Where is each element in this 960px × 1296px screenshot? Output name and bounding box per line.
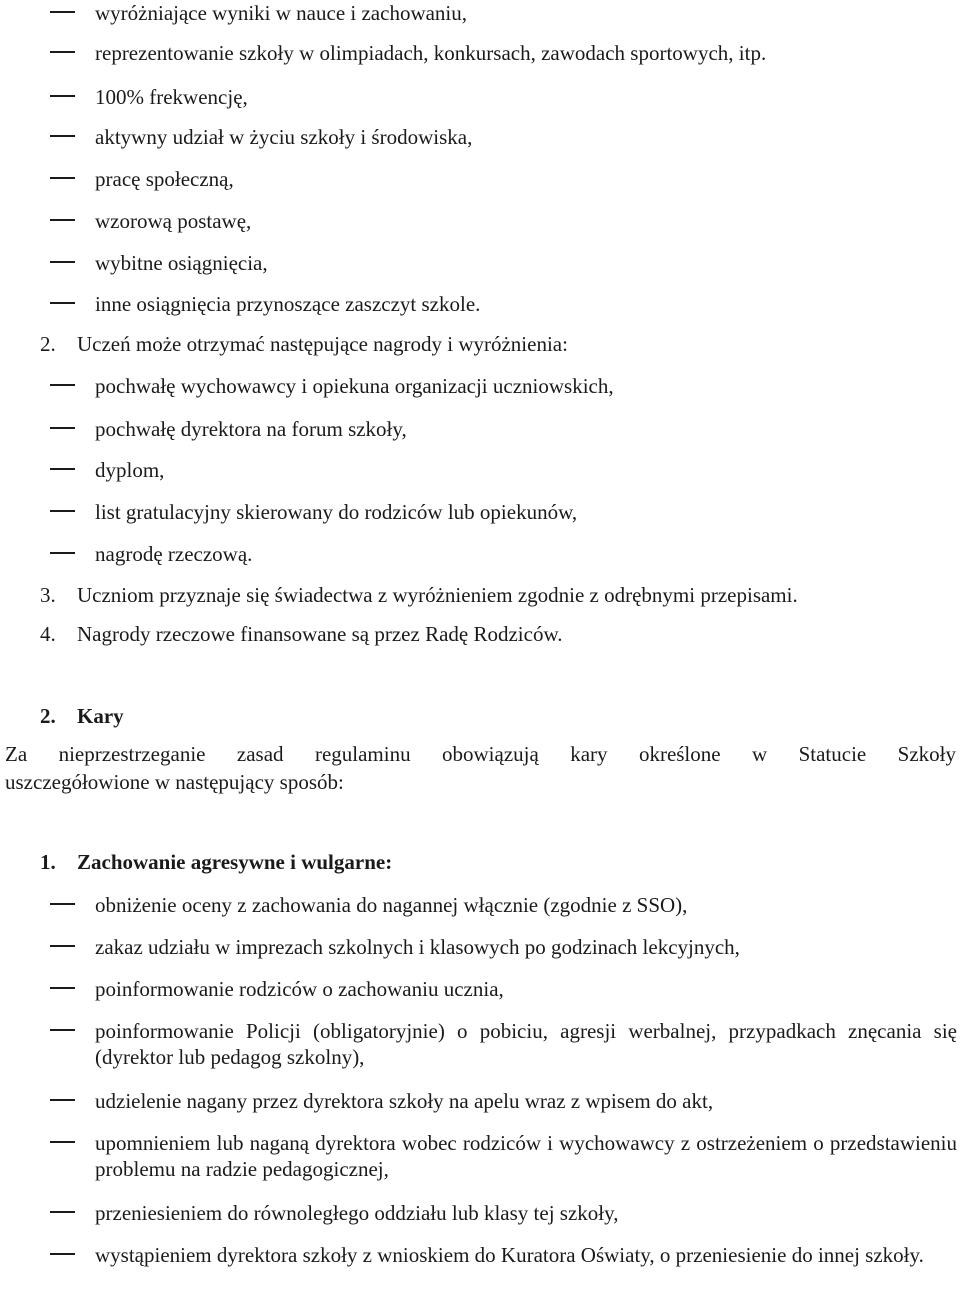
list-item: wybitne osiągnięcia, [95, 251, 268, 275]
dash-marker [50, 552, 75, 554]
list-item: wystąpieniem dyrektora szkoły z wnioskiem do Kuratora Oświaty, o przeniesienie do innej szkoły. [95, 1243, 924, 1267]
list-item: pracę społeczną, [95, 167, 234, 191]
intro-line-2: uszczegółowione w następujący sposób: [5, 770, 344, 794]
dash-marker [50, 261, 75, 263]
list-item: aktywny udział w życiu szkoły i środowiska, [95, 125, 473, 149]
list-item: obniżenie oceny z zachowania do nagannej włącznie (zgodnie z SSO), [95, 893, 688, 917]
list-item: wyróżniające wyniki w nauce i zachowaniu, [95, 1, 468, 25]
subsection-title: Zachowanie agresywne i wulgarne: [77, 850, 393, 874]
dash-marker [50, 135, 75, 137]
list-item: przeniesieniem do równoległego oddziału lub klasy tej szkoły, [95, 1201, 619, 1225]
dash-marker [50, 1141, 75, 1143]
list-item: wzorową postawę, [95, 209, 252, 233]
dash-marker [50, 945, 75, 947]
dash-marker [50, 95, 75, 97]
dash-marker [50, 1029, 75, 1031]
list-item: 100% frekwencję, [95, 85, 248, 109]
list-item: poinformowanie rodziców o zachowaniu ucznia, [95, 977, 504, 1001]
list-item: poinformowanie Policji (obligatoryjnie) o pobiciu, agresji werbalnej, przypadkach znęcania się (dyrektor lub pedagog szkolny), [95, 1019, 957, 1069]
list-item: pochwałę dyrektora na forum szkoły, [95, 417, 407, 441]
dash-marker [50, 987, 75, 989]
point-text: Uczniom przyznaje się świadectwa z wyróżnieniem zgodnie z odrębnymi przepisami. [77, 583, 798, 607]
dash-marker [50, 177, 75, 179]
point-text: Nagrody rzeczowe finansowane są przez Radę Rodziców. [77, 622, 563, 646]
dash-marker [50, 510, 75, 512]
point-number: 3. [40, 583, 56, 607]
section-number: 2. [40, 704, 56, 728]
list-item: list gratulacyjny skierowany do rodziców lub opiekunów, [95, 500, 578, 524]
subsection-number: 1. [40, 850, 56, 874]
dash-marker [50, 468, 75, 470]
dash-marker [50, 1211, 75, 1213]
section-title: Kary [77, 704, 124, 728]
list-item: udzielenie nagany przez dyrektora szkoły na apelu wraz z wpisem do akt, [95, 1089, 714, 1113]
dash-marker [50, 1253, 75, 1255]
dash-marker [50, 1099, 75, 1101]
dash-marker [50, 384, 75, 386]
dash-marker [50, 427, 75, 429]
intro-line-1: Za nieprzestrzeganie zasad regulaminu obowiązują kary określone w Statucie Szkoły [5, 742, 956, 766]
list-item: upomnieniem lub naganą dyrektora wobec rodziców i wychowawcy z ostrzeżeniem o przedstawieniu problemu na radzie pedagogicznej, [95, 1131, 957, 1181]
list-item: dyplom, [95, 458, 165, 482]
list-item: nagrodę rzeczową. [95, 542, 253, 566]
list-item: pochwałę wychowawcy i opiekuna organizacji uczniowskich, [95, 374, 614, 398]
dash-marker [50, 903, 75, 905]
dash-marker [50, 11, 75, 13]
list-item: inne osiągnięcia przynoszące zaszczyt szkole. [95, 292, 481, 316]
point-number: 4. [40, 622, 56, 646]
dash-marker [50, 219, 75, 221]
list-item: zakaz udziału w imprezach szkolnych i klasowych po godzinach lekcyjnych, [95, 935, 740, 959]
dash-marker [50, 302, 75, 304]
point-text: Uczeń może otrzymać następujące nagrody i wyróżnienia: [77, 332, 568, 356]
list-item: reprezentowanie szkoły w olimpiadach, konkursach, zawodach sportowych, itp. [95, 41, 767, 65]
dash-marker [50, 51, 75, 53]
point-number: 2. [40, 332, 56, 356]
